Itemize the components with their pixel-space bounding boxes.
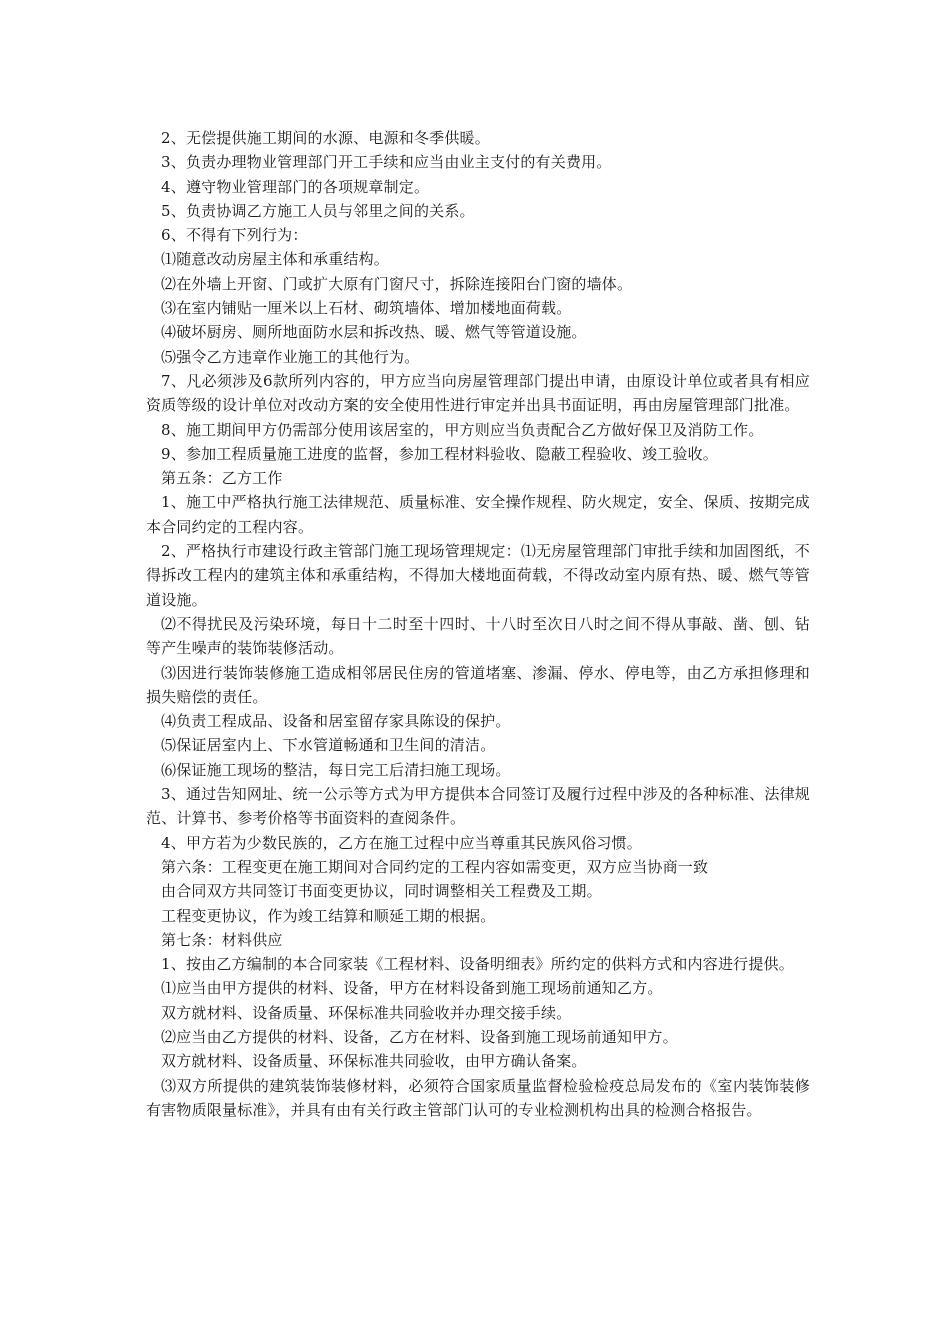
paragraph: 2、无偿提供施工期间的水源、电源和冬季供暖。 xyxy=(161,129,490,147)
paragraph: ⑵应当由乙方提供的材料、设备，乙方在材料、设备到施工现场前通知甲方。 xyxy=(161,1027,678,1046)
paragraph: 由合同双方共同签订书面变更协议，同时调整相关工程费及工期。 xyxy=(161,882,602,901)
section-heading: 第七条：材料供应 xyxy=(161,930,283,949)
paragraph: 双方就材料、设备质量、环保标准共同验收，由甲方确认备案。 xyxy=(161,1052,587,1071)
document-body xyxy=(146,126,810,1122)
paragraph: 6、不得有下列行为： xyxy=(161,226,308,245)
paragraph: ⑶因进行装饰装修施工造成相邻居民住房的管道堵塞、渗漏、停水、停电等，由乙方承担修理和损失赔偿的责任。 xyxy=(146,663,810,706)
paragraph: ⑶在室内铺贴一厘米以上石材、砌筑墙体、增加楼地面荷载。 xyxy=(161,299,572,318)
paragraph: 8、施工期间甲方仍需部分使用该居室的，甲方则应当负责配合乙方做好保卫及消防工作。 xyxy=(161,420,764,439)
paragraph: 5、负责协调乙方施工人员与邻里之间的关系。 xyxy=(161,201,475,220)
paragraph: ⑶双方所提供的建筑装饰装修材料，必须符合国家质量监督检验检疫总局发布的《室内装饰装修有害物质限量标准》，并具有由有关行政主管部门认可的专业检测机构出具的检测合格报告。 xyxy=(146,1076,810,1119)
paragraph: 4、遵守物业管理部门的各项规章制定。 xyxy=(161,177,430,196)
paragraph: ⑴应当由甲方提供的材料、设备，甲方在材料设备到施工现场前通知乙方。 xyxy=(161,979,663,998)
paragraph: 3、负责办理物业管理部门开工手续和应当由业主支付的有关费用。 xyxy=(161,153,612,172)
paragraph: 2、严格执行市建设行政主管部门施工现场管理规定：⑴无房屋管理部门审批手续和加固图纸，不得拆改工程内的建筑主体和承重结构，不得加大楼地面荷载，不得改动室内原有热、暖、燃气等管道设施。 xyxy=(146,542,810,609)
paragraph: ⑸保证居室内上、下水管道畅通和卫生间的清洁。 xyxy=(161,736,496,755)
paragraph: ⑷负责工程成品、设备和居室留存家具陈设的保护。 xyxy=(161,712,511,731)
paragraph: 1、按由乙方编制的本合同家装《工程材料、设备明细表》所约定的供料方式和内容进行提供。 xyxy=(161,955,794,974)
paragraph: 3、通过告知网址、统一公示等方式为甲方提供本合同签订及履行过程中涉及的各种标准、法律规范、计算书、参考价格等书面资料的查阅条件。 xyxy=(146,785,810,828)
paragraph: 工程变更协议，作为竣工结算和顺延工期的根据。 xyxy=(161,906,496,925)
paragraph: ⑹保证施工现场的整洁，每日完工后清扫施工现场。 xyxy=(161,760,511,779)
paragraph: 4、甲方若为少数民族的，乙方在施工过程中应当尊重其民族风俗习惯。 xyxy=(161,833,642,852)
section-heading: 第五条：乙方工作 xyxy=(161,469,283,488)
paragraph: ⑸强令乙方违章作业施工的其他行为。 xyxy=(161,347,420,366)
section-heading: 第六条：工程变更在施工期间对合同约定的工程内容如需变更，双方应当协商一致 xyxy=(161,857,709,876)
paragraph: ⑷破坏厨房、厕所地面防水层和拆改热、暖、燃气等管道设施。 xyxy=(161,323,587,342)
paragraph: ⑵在外墙上开窗、门或扩大原有门窗尺寸，拆除连接阳台门窗的墙体。 xyxy=(161,274,633,293)
paragraph: 双方就材料、设备质量、环保标准共同验收并办理交接手续。 xyxy=(161,1003,572,1022)
paragraph: 1、施工中严格执行施工法律规范、质量标准、安全操作规程、防火规定，安全、保质、按期完成本合同约定的工程内容。 xyxy=(146,493,810,536)
paragraph: ⑴随意改动房屋主体和承重结构。 xyxy=(161,250,390,269)
paragraph: ⑵不得扰民及污染环境，每日十二时至十四时、十八时至次日八时之间不得从事敲、凿、刨、钻等产生噪声的装饰装修活动。 xyxy=(146,614,810,658)
paragraph: 9、参加工程质量施工进度的监督，参加工程材料验收、隐蔽工程验收、竣工验收。 xyxy=(161,444,718,463)
paragraph: 7、凡必须涉及6款所列内容的，甲方应当向房屋管理部门提出申请，由原设计单位或者具有相应资质等级的设计单位对改动方案的安全使用性进行审定并出具书面证明，再由房屋管理部门批准。 xyxy=(146,371,810,415)
